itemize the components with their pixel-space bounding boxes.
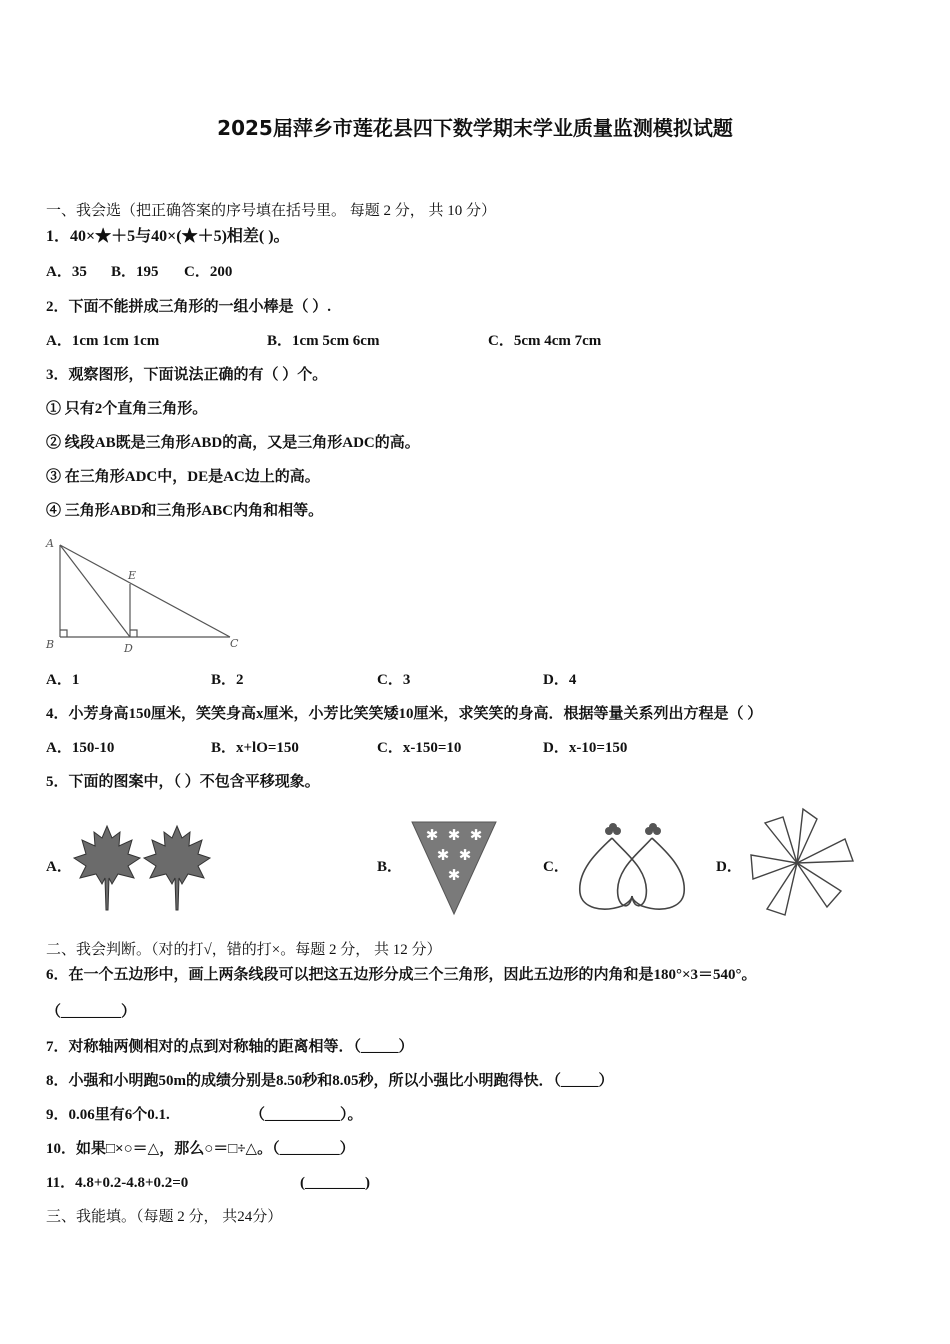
q1-option-a: A．35 — [46, 264, 87, 280]
q5-option-a: A． — [46, 859, 72, 875]
q4-option-a: A．150-10 — [46, 740, 115, 756]
section3-heading: 三、我能填。（每题 2 分， 共24分） — [46, 1209, 283, 1225]
q2-option-b: B．1cm 5cm 6cm — [267, 333, 380, 349]
q3-statement-1: ① 只有2个直角三角形。 — [46, 401, 208, 417]
q4-text: 4．小芳身高150厘米，笑笑身高x厘米，小芳比笑笑矮10厘米，求笑笑的身高．根据等量关系列出方程是（ ） — [46, 706, 763, 722]
section2-heading: 二、我会判断。（对的打√，错的打×。每题 2 分， 共 12 分） — [46, 942, 442, 958]
q9-answer-blank[interactable]: （__________）。 — [250, 1107, 363, 1123]
pinwheel-figure — [745, 805, 860, 920]
maple-leaf-icon — [144, 826, 210, 910]
overlapping-hearts-figure — [572, 818, 697, 918]
q5-text: 5．下面的图案中，（ ）不包含平移现象。 — [46, 774, 320, 790]
q1-text: 1．40×★＋5与40×(★＋5)相差( )。 — [46, 228, 290, 245]
q4-option-d: D．x-10=150 — [543, 740, 628, 756]
q1-option-c: C．200 — [184, 264, 233, 280]
snowflake-icon: ✱ — [447, 826, 461, 844]
q3-option-a: A．1 — [46, 672, 80, 688]
q2-option-a: A．1cm 1cm 1cm — [46, 333, 160, 349]
right-angle-d — [130, 630, 137, 637]
segment-ad — [60, 545, 130, 637]
page-title: 2025届萍乡市莲花县四下数学期末学业质量监测模拟试题 — [217, 116, 733, 140]
q6-text: 6．在一个五边形中，画上两条线段可以把这五边形分成三个三角形，因此五边形的内角和是180°×3＝540°。 — [46, 967, 757, 983]
q2-option-c: C．5cm 4cm 7cm — [488, 333, 602, 349]
snowflake-icon: ✱ — [458, 846, 472, 864]
q3-text: 3．观察图形，下面说法正确的有（ ）个。 — [46, 367, 328, 383]
q9-text: 9．0.06里有6个0.1. — [46, 1107, 170, 1123]
q11-answer-blank[interactable]: (________) — [300, 1175, 370, 1191]
q3-statement-4: ④ 三角形ABD和三角形ABC内角和相等。 — [46, 503, 324, 519]
point-label-a: A — [46, 537, 54, 550]
segment-ac — [60, 545, 230, 637]
q2-text: 2．下面不能拼成三角形的一组小棒是（ ）. — [46, 299, 332, 315]
q4-option-b: B．x+lO=150 — [211, 740, 299, 756]
maple-leaf-icon — [74, 826, 140, 910]
right-angle-b — [60, 630, 67, 637]
q10-text: 10．如果□×○＝△，那么○＝□÷△。（________） — [46, 1141, 355, 1157]
snowflake-icon: ✱ — [447, 866, 461, 884]
q7-text: 7．对称轴两侧相对的点到对称轴的距离相等．（_____） — [46, 1039, 414, 1055]
snowflake-icon: ✱ — [436, 846, 450, 864]
snowflake-icon: ✱ — [469, 826, 483, 844]
triangle-figure — [40, 533, 250, 658]
q3-statement-2: ② 线段AB既是三角形ABD的高，又是三角形ADC的高。 — [46, 435, 420, 451]
q5-option-c: C． — [543, 859, 569, 875]
q3-statement-3: ③ 在三角形ADC中，DE是AC边上的高。 — [46, 469, 320, 485]
q1-option-b: B．195 — [111, 264, 159, 280]
point-label-c: C — [230, 637, 239, 650]
point-label-b: B — [46, 638, 55, 651]
q5-option-b: B． — [377, 859, 403, 875]
point-label-e: E — [128, 569, 137, 582]
maple-leaves-figure — [72, 818, 217, 918]
q3-option-b: B．2 — [211, 672, 244, 688]
q3-option-d: D．4 — [543, 672, 577, 688]
section1-heading: 一、我会选（把正确答案的序号填在括号里。 每题 2 分， 共 10 分） — [46, 203, 497, 219]
q4-option-c: C．x-150=10 — [377, 740, 462, 756]
q3-option-c: C．3 — [377, 672, 411, 688]
snowflake-triangle-figure — [408, 818, 500, 918]
point-label-d: D — [124, 642, 133, 655]
q8-text: 8．小强和小明跑50m的成绩分别是8.50秒和8.05秒，所以小强比小明跑得快．（_____） — [46, 1073, 614, 1089]
snowflake-icon: ✱ — [425, 826, 439, 844]
q5-option-d: D． — [716, 859, 742, 875]
q6-answer-blank[interactable]: （________） — [46, 1004, 137, 1020]
q11-text: 11．4.8+0.2-4.8+0.2=0 — [46, 1175, 189, 1191]
